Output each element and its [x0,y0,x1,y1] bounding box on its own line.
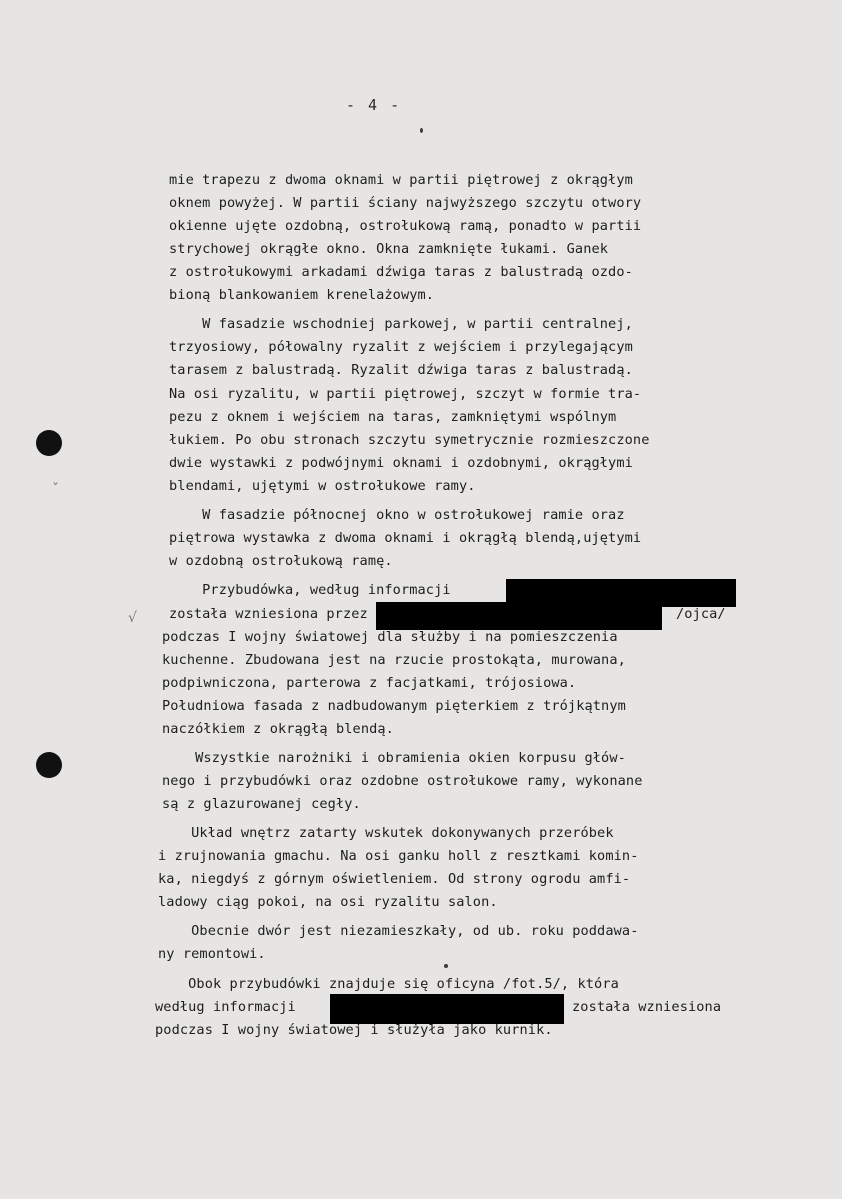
text-line: są z glazurowanej cegły. [162,796,361,812]
text-line: w ozdobną ostrołukową ramę. [169,553,393,569]
text-line: nego i przybudówki oraz ozdobne ostrołukowe ramy, wykonane [162,773,643,789]
text-line: Na osi ryzalitu, w partii piętrowej, szczyt w formie tra- [169,386,642,402]
text-fragment: została wzniesiona [572,999,722,1015]
margin-check: √ [128,610,137,626]
text-line: okienne ujęte ozdobną, ostrołukową ramą, ponadto w partii [169,218,642,234]
text-line: Wszystkie narożniki i obramienia okien korpusu głów- [162,750,626,766]
text-line: naczółkiem z okrągłą blendą. [162,721,394,737]
text-line: została wzniesiona przez [169,606,368,622]
text-line: podczas I wojny światowej dla służby i na pomieszczenia [162,629,618,645]
text-line: Południowa fasada z nadbudowanym pięterkiem z trójkątnym [162,698,626,714]
text-line: W fasadzie wschodniej parkowej, w partii centralnej, [169,316,633,332]
text-line: łukiem. Po obu stronach szczytu symetrycznie rozmieszczone [169,432,650,448]
text-line: tarasem z balustradą. Ryzalit dźwiga taras z balustradą. [169,362,633,378]
text-line: Obok przybudówki znajduje się oficyna /fot.5/, która [155,976,619,992]
text-line: z ostrołukowymi arkadami dźwiga taras z balustradą ozdo- [169,264,633,280]
text-line: kuchenne. Zbudowana jest na rzucie prostokąta, murowana, [162,652,626,668]
text-line: trzyosiowy, półowalny ryzalit z wejściem i przylegającym [169,339,633,355]
text-line: ladowy ciąg pokoi, na osi ryzalitu salon. [158,894,498,910]
text-line: podczas I wojny światowej i służyła jako kurnik. [155,1022,553,1038]
page-number: - 4 - [346,96,402,114]
text-line: W fasadzie północnej okno w ostrołukowej ramie oraz [169,507,625,523]
text-fragment: /ojca/ [676,606,726,622]
text-line: ny remontowi. [158,946,266,962]
text-line: strychowej okrągłe okno. Okna zamknięte łukami. Ganek [169,241,609,257]
text-line: według informacji [155,999,296,1015]
text-line: mie trapezu z dwoma oknami w partii piętrowej z okrągłym [169,172,633,188]
text-line: Przybudówka, według informacji [169,582,451,598]
text-line: i zrujnowania gmachu. Na osi ganku holl z resztkami komin- [158,848,639,864]
text-line: piętrowa wystawka z dwoma oknami i okrągłą blendą,ujętymi [169,530,642,546]
text-line: dwie wystawki z podwójnymi oknami i ozdobnymi, okrągłymi [169,455,633,471]
ink-mark [444,964,448,968]
text-line: pezu z oknem i wejściem na taras, zamkniętymi wspólnym [169,409,617,425]
text-line: podpiwniczona, parterowa z facjatkami, trójosiowa. [162,675,577,691]
text-line: bioną blankowaniem krenelażowym. [169,287,435,303]
text-line: oknem powyżej. W partii ściany najwyższego szczytu otwory [169,195,642,211]
text-line: Układ wnętrz zatarty wskutek dokonywanych przeróbek [158,825,614,841]
text-line: ka, niegdyś z górnym oświetleniem. Od strony ogrodu amfi- [158,871,631,887]
text-line: blendami, ujętymi w ostrołukowe ramy. [169,478,476,494]
redaction-bar [376,602,662,630]
text-line: Obecnie dwór jest niezamieszkały, od ub. roku poddawa- [158,923,639,939]
margin-tick: ˇ [52,482,59,498]
